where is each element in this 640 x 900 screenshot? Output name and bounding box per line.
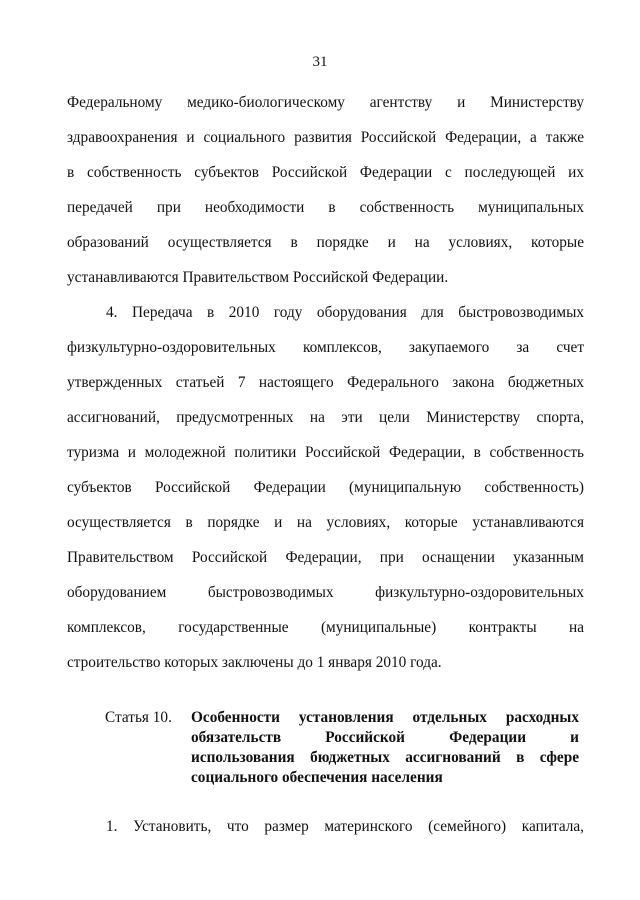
text-line: Правительством Российской Федерации, при оснащении указанным	[67, 549, 584, 566]
text-line: здравоохранения и социального развития Российской Федерации, а также	[67, 129, 584, 146]
article-title-line: использования бюджетных ассигнований в сфере	[191, 749, 579, 766]
text-line: передачей при необходимости в собственность муниципальных	[67, 199, 584, 216]
text-line: 4. Передача в 2010 году оборудования для быстровозводимых	[106, 304, 584, 321]
text-line: осуществляется в порядке и на условиях, которые устанавливаются	[67, 514, 584, 531]
text-line: туризма и молодежной политики Российской Федерации, в собственность	[67, 444, 584, 461]
article-title-line: социального обеспечения населения	[191, 769, 443, 786]
text-line: образований осуществляется в порядке и на условиях, которые	[67, 234, 584, 251]
article-label: Статья 10.	[105, 709, 172, 726]
text-line: комплексов, государственные (муниципальные) контракты на	[67, 619, 584, 636]
text-line: субъектов Российской Федерации (муниципальную собственность)	[67, 479, 584, 496]
text-line: ассигнований, предусмотренных на эти цели Министерству спорта,	[67, 409, 584, 426]
text-line: оборудованием быстровозводимых физкультурно-оздоровительных	[67, 584, 584, 601]
text-line: Федеральному медико-биологическому агентству и Министерству	[67, 94, 584, 111]
article-title-line: Особенности установления отдельных расходных	[191, 709, 579, 726]
text-line: 1. Установить, что размер материнского (семейного) капитала,	[106, 818, 584, 835]
text-line: в собственность субъектов Российской Федерации с последующей их	[67, 164, 584, 181]
text-line: устанавливаются Правительством Российской Федерации.	[67, 269, 449, 286]
text-line: физкультурно-оздоровительных комплексов, закупаемого за счет	[67, 339, 584, 356]
article-title-line: обязательств Российской Федерации и	[191, 729, 579, 746]
text-line: утвержденных статьей 7 настоящего Федерального закона бюджетных	[67, 374, 584, 391]
text-line: строительство которых заключены до 1 января 2010 года.	[67, 654, 442, 671]
page-number: 31	[312, 54, 328, 70]
